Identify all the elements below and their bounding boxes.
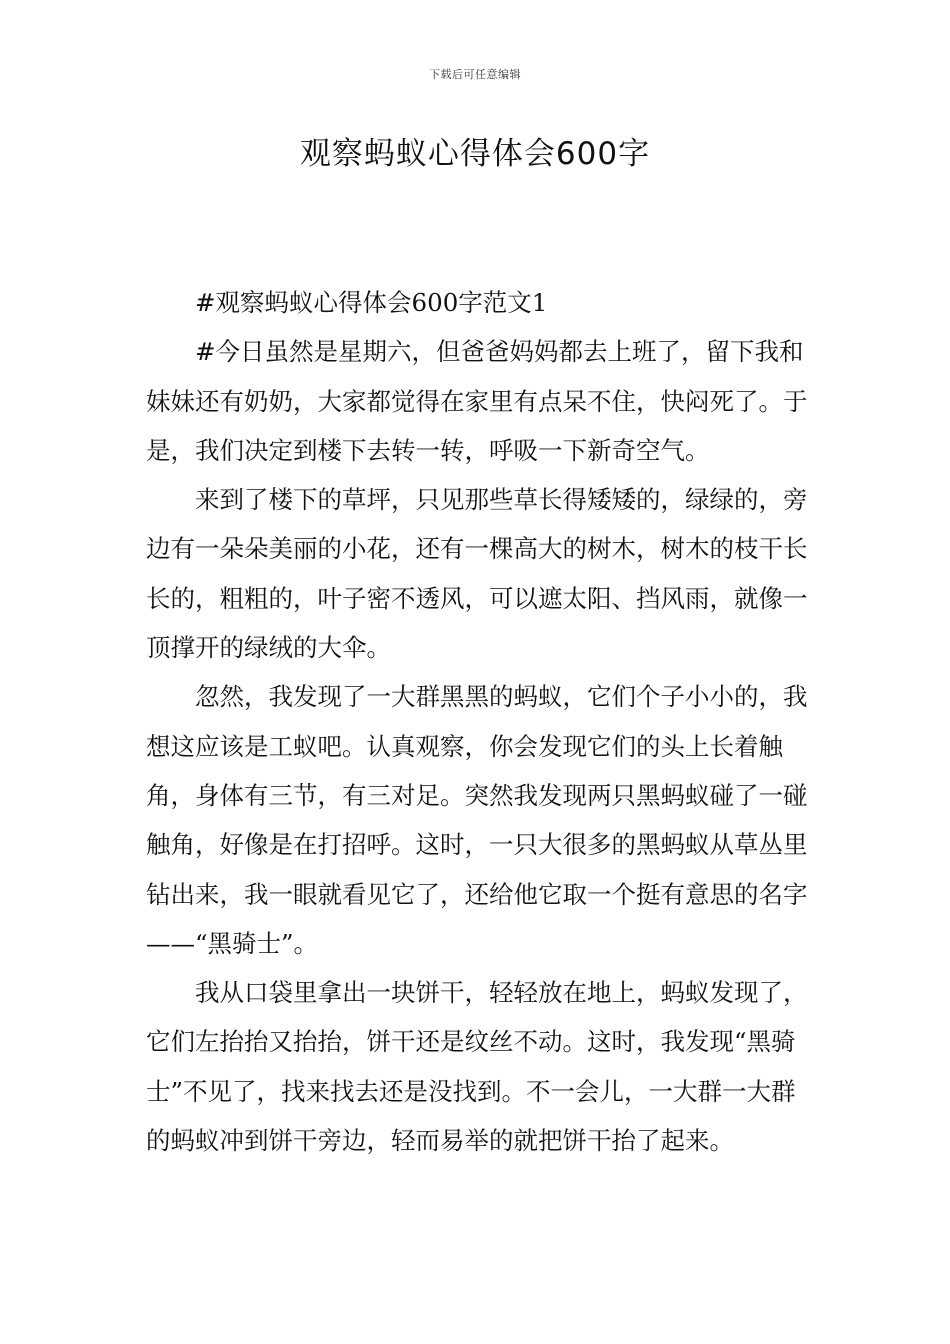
document-title: 观察蚂蚁心得体会600字 [299, 136, 651, 172]
header-note: 下载后可任意编辑 [429, 68, 521, 81]
paragraph: #今日虽然是星期六，但爸爸妈妈都去上班了，留下我和妹妹还有奶奶，大家都觉得在家里有点呆不住，快闷死了。于是，我们决定到楼下去转一转，呼吸一下新奇空气。 [146, 337, 808, 465]
paragraph: 忽然，我发现了一大群黑黑的蚂蚁，它们个子小小的，我想这应该是工蚁吧。认真观察，你会发现它们的头上长着触角，身体有三节，有三对足。突然我发现两只黑蚂蚁碰了一碰触角，好像是在打招呼。这时，一只大很多的黑蚂蚁从草丛里钻出来，我一眼就看见它了，还给他它取一个挺有意思的名字——“黑骑士”。 [146, 682, 808, 958]
document-body [146, 278, 816, 1165]
paragraph: 我从口袋里拿出一块饼干，轻轻放在地上，蚂蚁发现了，它们左抬抬又抬抬，饼干还是纹丝不动。这时，我发现“黑骑士”不见了，找来找去还是没找到。不一会儿，一大群一大群的蚂蚁冲到饼干旁边，轻而易举的就把饼干抬了起来。 [146, 978, 808, 1156]
paragraph: 来到了楼下的草坪，只见那些草长得矮矮的，绿绿的，旁边有一朵朵美丽的小花，还有一棵高大的树木，树木的枝干长长的，粗粗的，叶子密不透风，可以遮太阳、挡风雨，就像一顶撑开的绿绒的大伞。 [146, 485, 808, 663]
paragraph-subheading: #观察蚂蚁心得体会600字范文1 [195, 288, 548, 317]
